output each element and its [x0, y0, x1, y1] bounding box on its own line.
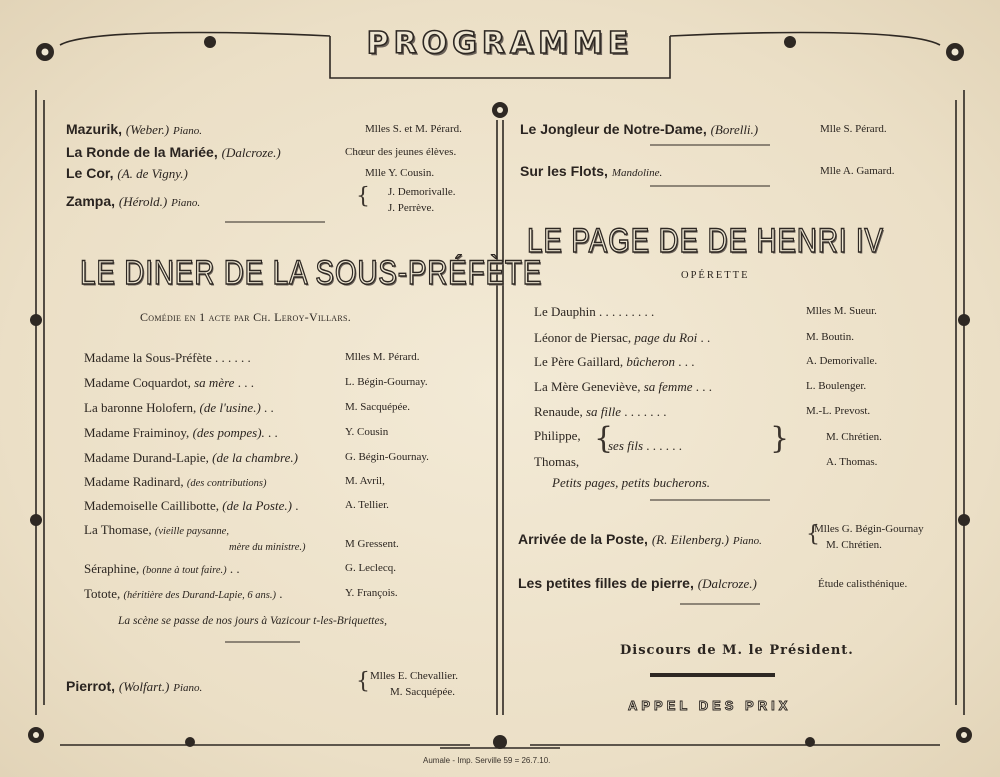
- program-item-title: Le Cor, (A. de Vigny.): [66, 165, 188, 181]
- play-title-sous-prefete: LE DINER DE LA SOUS-PRÉFÈTE: [80, 254, 543, 292]
- cast-role: Madame la Sous-Préfète . . . . . .: [84, 350, 251, 365]
- cast-note: ses fils . . . . . .: [608, 438, 683, 453]
- cast-role: Madame Fraiminoy, (des pompes). . .: [84, 425, 278, 440]
- cast-name: Philippe,: [534, 428, 581, 443]
- program-item-performer: Mlle A. Gamard.: [820, 165, 895, 177]
- program-item-performer: M. Chrétien.: [826, 539, 882, 551]
- cast-actor: G. Leclecq.: [345, 562, 396, 574]
- cast-role: La baronne Holofern, (de l'usine.) . .: [84, 400, 274, 415]
- cast-role: Madame Radinard, (des contributions): [84, 474, 267, 489]
- cast-role: Madame Durand-Lapie, (de la chambre.): [84, 450, 298, 465]
- appel-des-prix: APPEL DES PRIX: [628, 698, 792, 713]
- cast-role: La Thomase, (vieille paysanne,: [84, 522, 229, 537]
- brace-icon: {: [356, 669, 370, 694]
- program-item-performer: Mlle Y. Cousin.: [365, 167, 435, 179]
- cast-actor: M. Boutin.: [806, 331, 854, 343]
- play-title-henri-iv: LE PAGE DE DE HENRI IV: [527, 222, 884, 260]
- program-item-title: Arrivée de la Poste, (R. Eilenberg.) Piano.: [518, 531, 762, 547]
- page-title: PROGRAMME: [366, 26, 634, 61]
- cast-actor: Mlles M. Sueur.: [806, 305, 877, 317]
- program-item-title: Zampa, (Hérold.) Piano.: [66, 193, 201, 209]
- scene-note: La scène se passe de nos jours à Vazicour t-les-Briquettes,: [118, 615, 387, 627]
- cast-actor: M. Avril,: [345, 475, 385, 487]
- cast-actor: L. Boulenger.: [806, 380, 867, 392]
- cast-actor: L. Bégin-Gournay.: [345, 376, 428, 388]
- cast-actor: M. Sacquépée.: [345, 401, 411, 413]
- cast-role: Renaude, sa fille . . . . . . .: [534, 404, 667, 419]
- program-item-title: Pierrot, (Wolfart.) Piano.: [66, 678, 203, 694]
- cast-actor: M Gressent.: [345, 538, 399, 550]
- cast-role: Totote, (héritière des Durand-Lapie, 6 ans.) .: [84, 586, 283, 601]
- cast-actor: M.-L. Prevost.: [806, 405, 871, 417]
- discours-line: Discours de M. le Président.: [620, 643, 854, 658]
- cast-role: Séraphine, (bonne à tout faire.) . .: [84, 561, 240, 576]
- program-item-performer: Mlles S. et M. Pérard.: [365, 123, 462, 135]
- program-item-performer: Chœur des jeunes élèves.: [345, 146, 457, 158]
- cast-actor: Y. François.: [345, 587, 398, 599]
- program-item-title: La Ronde de la Mariée, (Dalcroze.): [66, 144, 281, 160]
- cast-role: Le Dauphin . . . . . . . . .: [534, 304, 655, 319]
- program-item-performer: Mlle S. Pérard.: [820, 123, 887, 135]
- cast-actor: A. Demorivalle.: [806, 355, 878, 367]
- play-subtitle: Comédie en 1 acte par Ch. Leroy-Villars.: [140, 310, 352, 324]
- printer-imprint: Aumale - Imp. Serville 59 = 26.7.10.: [423, 756, 551, 765]
- chorus-line: Petits pages, petits bucherons.: [552, 475, 711, 490]
- program-item-performer: Mlles G. Bégin-Gournay: [814, 523, 924, 535]
- cast-role: Le Père Gaillard, bûcheron . . .: [534, 354, 695, 369]
- cast-role: Madame Coquardot, sa mère . . .: [84, 375, 254, 390]
- play-subtitle: OPÉRETTE: [681, 270, 750, 281]
- cast-role: Léonor de Piersac, page du Roi . .: [534, 330, 711, 345]
- cast-name: Thomas,: [534, 454, 580, 469]
- program-item-performer: Étude calisthénique.: [818, 578, 908, 590]
- cast-actor: M. Chrétien.: [826, 431, 882, 443]
- program-item-title: Mazurik, (Weber.) Piano.: [66, 121, 203, 137]
- cast-actor: A. Thomas.: [826, 456, 878, 468]
- cast-role: La Mère Geneviève, sa femme . . .: [534, 379, 712, 394]
- cast-actor: G. Bégin-Gournay.: [345, 451, 429, 463]
- program-item-performer: Mlles E. Chevallier.: [370, 670, 458, 682]
- cast-actor: A. Tellier.: [345, 499, 389, 511]
- brace-icon: {: [356, 184, 370, 209]
- program-item-title: Sur les Flots, Mandoline.: [520, 163, 663, 179]
- cast-actor: Y. Cousin: [345, 426, 389, 438]
- program-item-performer: J. Perrève.: [388, 202, 435, 214]
- cast-note: mère du ministre.): [229, 542, 306, 553]
- program-item-title: Les petites filles de pierre, (Dalcroze.): [518, 575, 757, 591]
- brace-icon: {: [806, 522, 820, 547]
- brace-icon: {: [594, 421, 614, 456]
- cast-role: Mademoiselle Caillibotte, (de la Poste.) .: [84, 498, 299, 513]
- brace-icon: }: [770, 421, 790, 456]
- program-item-performer: J. Demorivalle.: [388, 186, 456, 198]
- program-item-performer: M. Sacquépée.: [390, 686, 456, 698]
- cast-actor: Mlles M. Pérard.: [345, 351, 420, 363]
- program-item-title: Le Jongleur de Notre-Dame, (Borelli.): [520, 121, 759, 137]
